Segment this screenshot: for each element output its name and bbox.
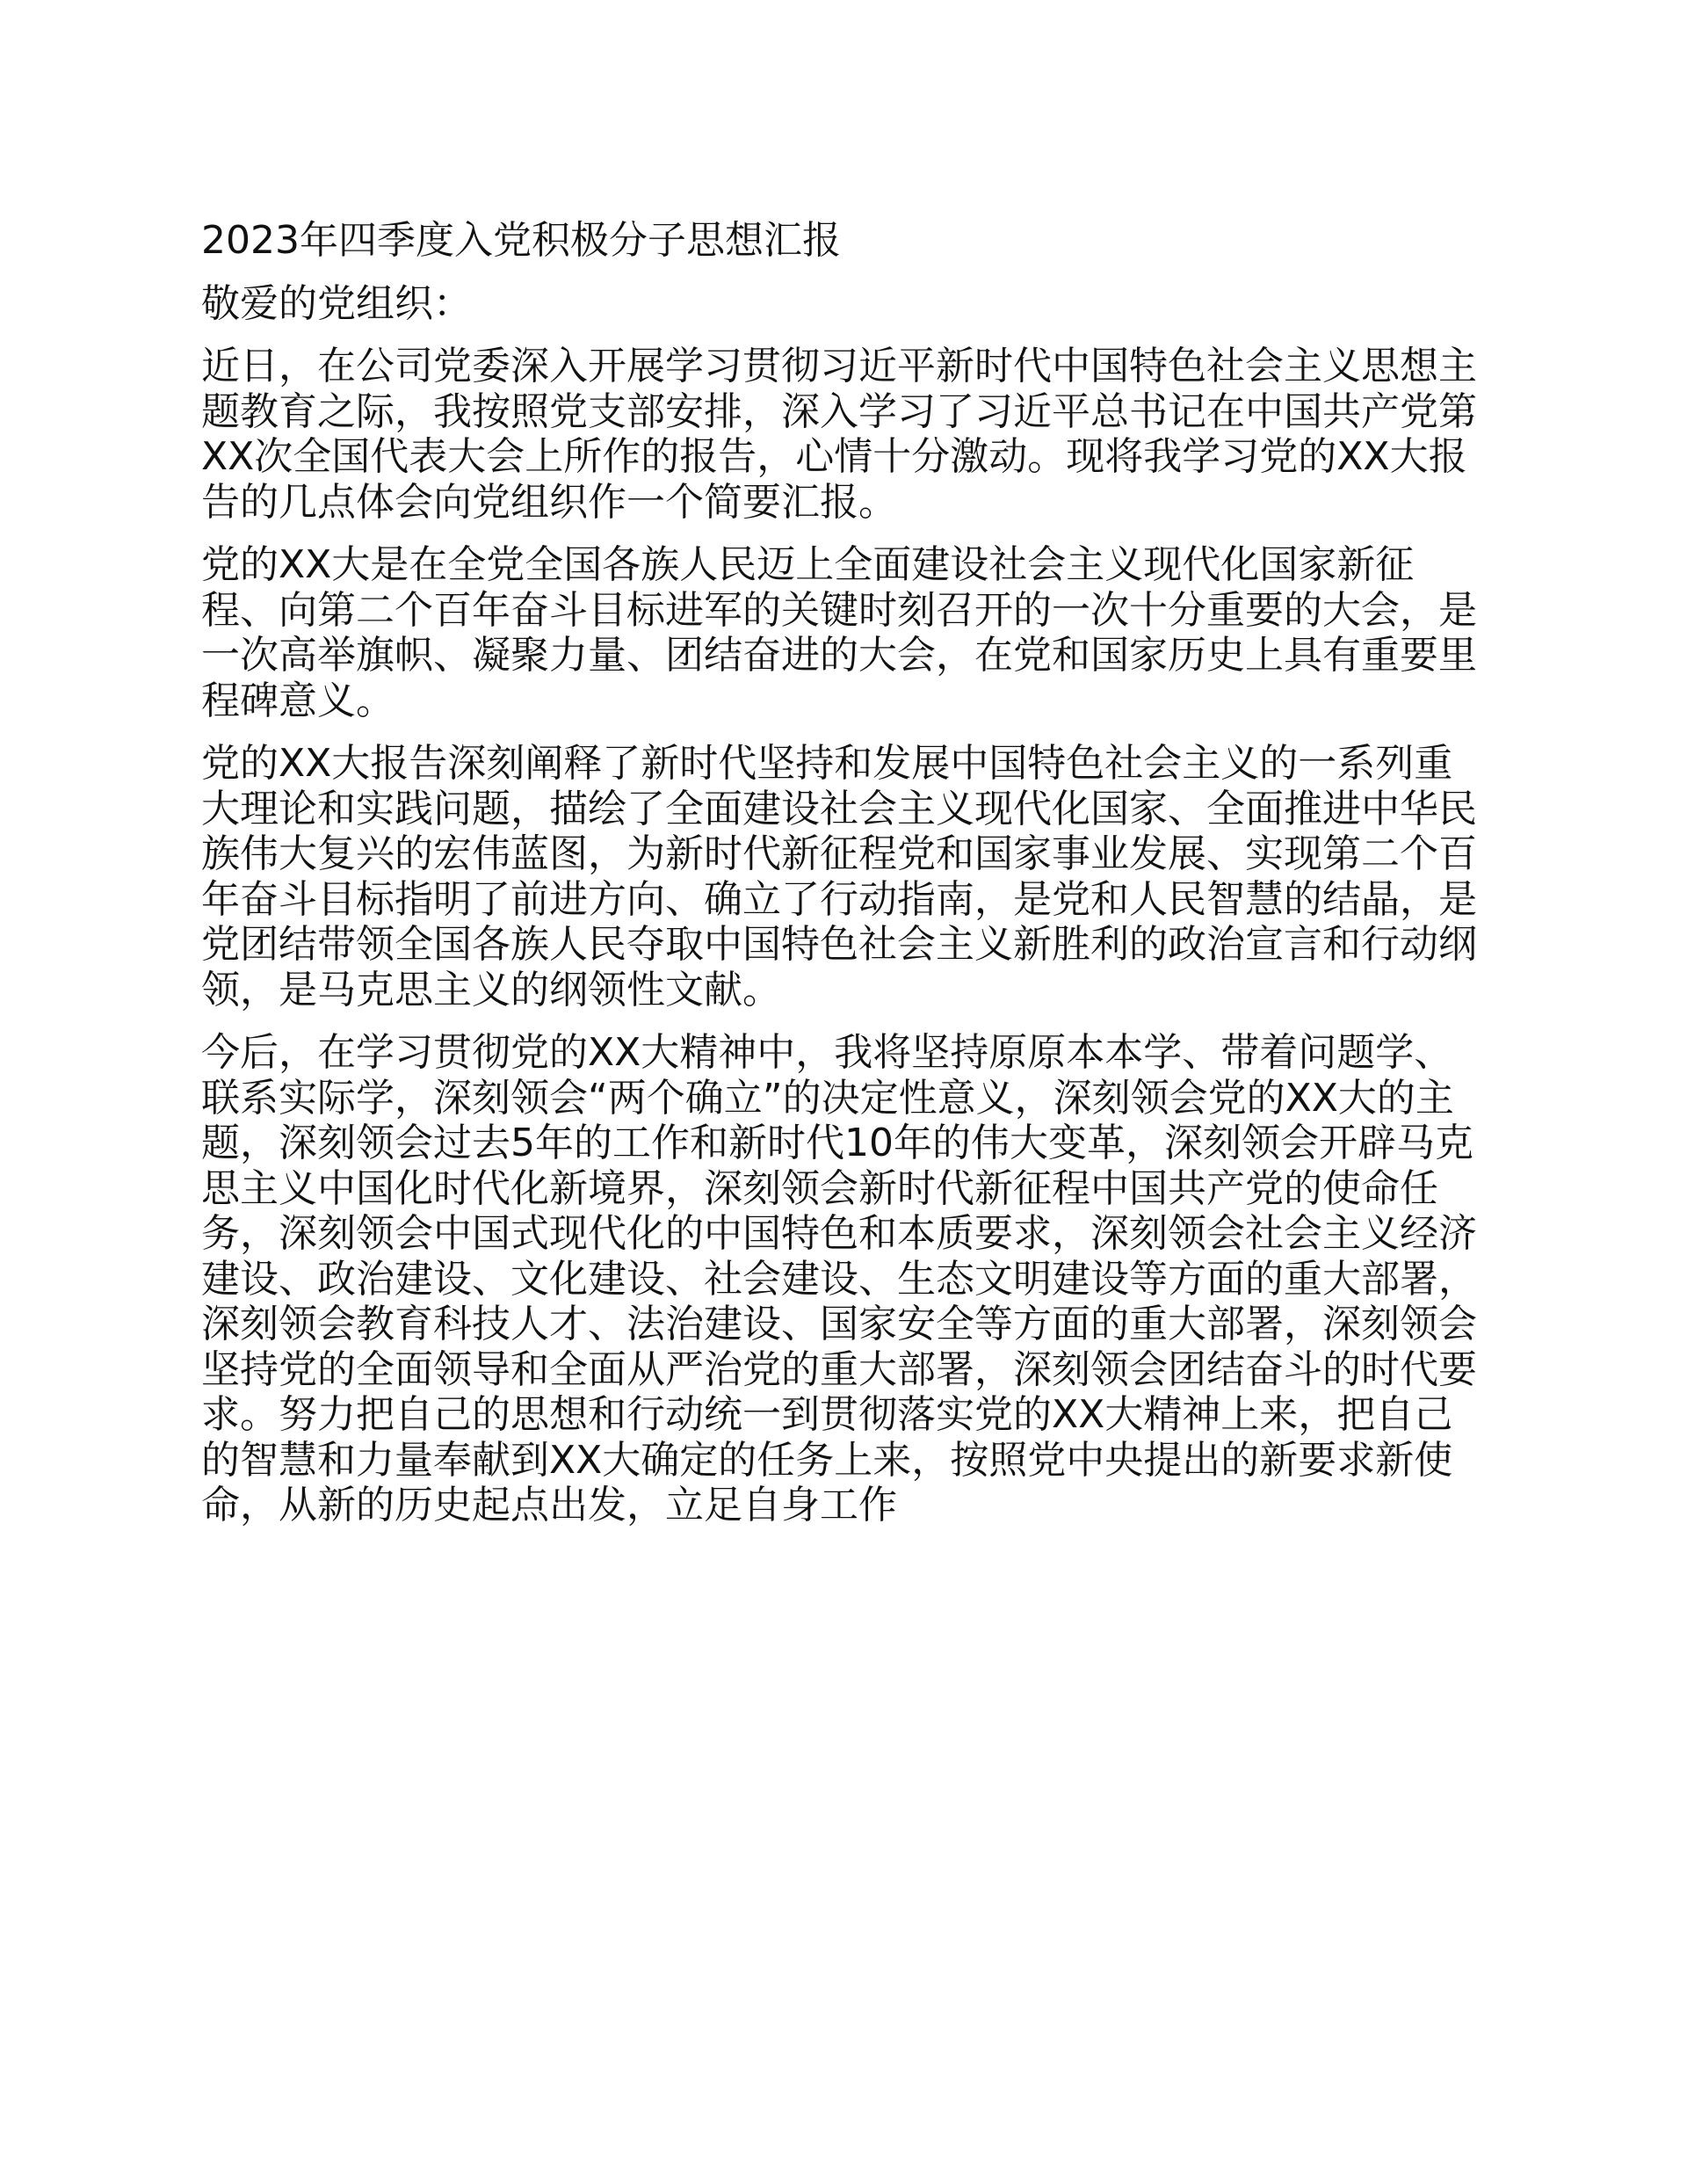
- document-body: [201, 218, 1484, 1546]
- paragraph-3: 党的XX大报告深刻阐释了新时代坚持和发展中国特色社会主义的一系列重大理论和实践问题，描绘了全面建设社会主义现代化国家、全面推进中华民族伟大复兴的宏伟蓝图，为新时代新征程党和国家事业发展、实现第二个百年奋斗目标指明了前进方向、确立了行动指南，是党和人民智慧的结晶，是党团结带领全国各族人民夺取中国特色社会主义新胜利的政治宣言和行动纲领，是马克思主义的纲领性文献。: [201, 741, 1477, 1012]
- paragraph-2: 党的XX大是在全党全国各族人民迈上全面建设社会主义现代化国家新征程、向第二个百年奋斗目标进军的关键时刻召开的一次十分重要的大会，是一次高举旗帜、凝聚力量、团结奋进的大会，在党和国家历史上具有重要里程碑意义。: [201, 542, 1477, 723]
- paragraph-4: 今后，在学习贯彻党的XX大精神中，我将坚持原原本本学、带着问题学、联系实际学，深刻领会“两个确立”的决定性意义，深刻领会党的XX大的主题，深刻领会过去5年的工作和新时代10年的伟大变革，深刻领会开辟马克思主义中国化时代化新境界，深刻领会新时代新征程中国共产党的使命任务，深刻领会中国式现代化的中国特色和本质要求，深刻领会社会主义经济建设、政治建设、文化建设、社会建设、生态文明建设等方面的重大部署，深刻领会教育科技人才、法治建设、国家安全等方面的重大部署，深刻领会坚持党的全面领导和全面从严治党的重大部署，深刻领会团结奋斗的时代要求。努力把自己的思想和行动统一到贯彻落实党的XX大精神上来，把自己的智慧和力量奉献到XX大确定的任务上来，按照党中央提出的新要求新使命，从新的历史起点出发，立足自身工作: [201, 1030, 1477, 1527]
- document-title: 2023年四季度入党积极分子思想汇报: [201, 218, 841, 263]
- paragraph-1: 近日，在公司党委深入开展学习贯彻习近平新时代中国特色社会主义思想主题教育之际，我按照党支部安排，深入学习了习近平总书记在中国共产党第XX次全国代表大会上所作的报告，心情十分激动。现将我学习党的XX大报告的几点体会向党组织作一个简要汇报。: [201, 344, 1477, 525]
- salutation: 敬爱的党组织：: [201, 280, 472, 326]
